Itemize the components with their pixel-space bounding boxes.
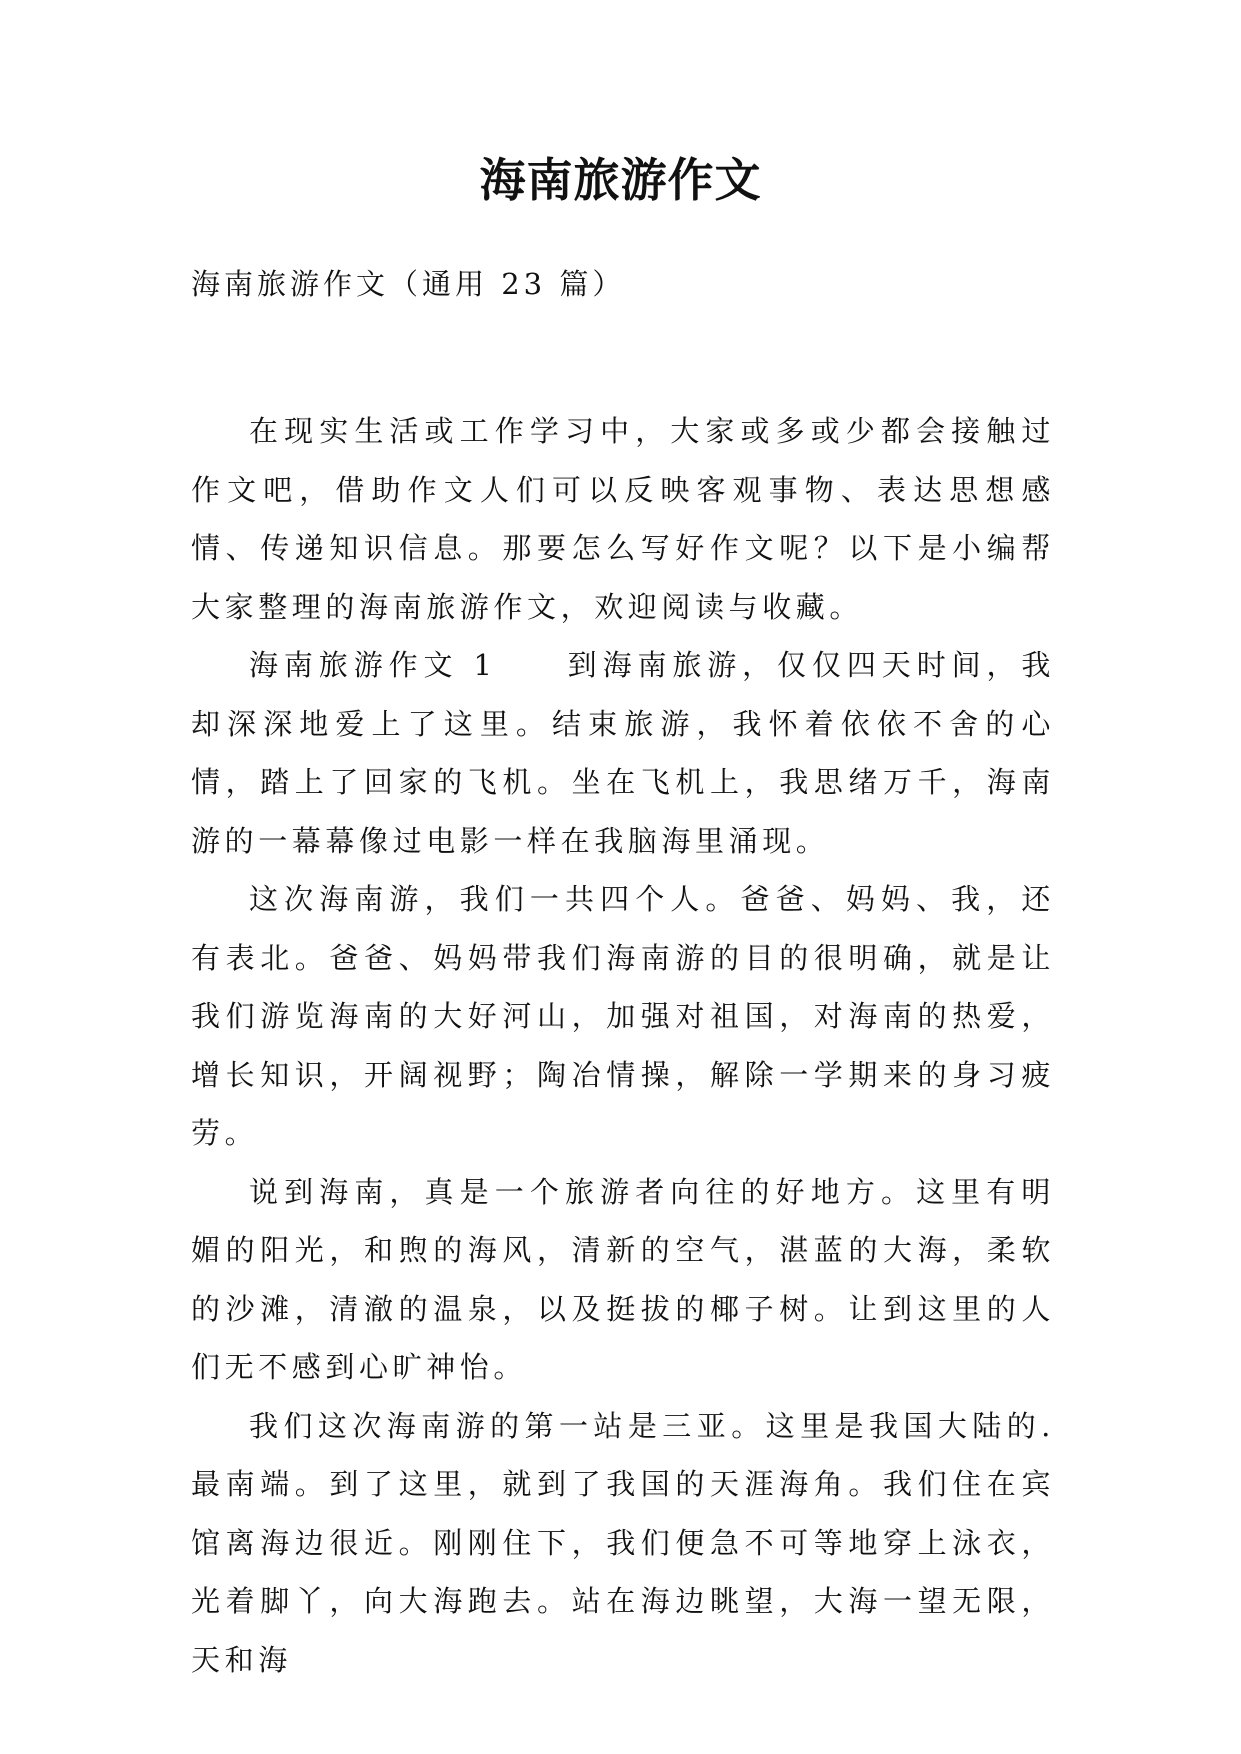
paragraph: 说到海南，真是一个旅游者向往的好地方。这里有明媚的阳光，和煦的海风，清新的空气，湛蓝的大海，柔软的沙滩，清澈的温泉，以及挺拔的椰子树。让到这里的人们无不感到心旷神怡。: [191, 1174, 1055, 1384]
document-title: 海南旅游作文: [479, 153, 762, 207]
paragraph: 在现实生活或工作学习中，大家或多或少都会接触过作文吧，借助作文人们可以反映客观事物、表达思想感情、传递知识信息。那要怎么写好作文呢？以下是小编帮大家整理的海南旅游作文，欢迎阅读与收藏。: [191, 414, 1055, 624]
paragraph: 我们这次海南游的第一站是三亚。这里是我国大陆的.最南端。到了这里，就到了我国的天涯海角。我们住在宾馆离海边很近。刚刚住下，我们便急不可等地穿上泳衣，光着脚丫，向大海跑去。站在海边眺望，大海一望无限，天和海: [191, 1408, 1055, 1677]
paragraph: 海南旅游作文 1 到海南旅游，仅仅四天时间，我却深深地爱上了这里。结束旅游，我怀着依依不舍的心情，踏上了回家的飞机。坐在飞机上，我思绪万千，海南游的一幕幕像过电影一样在我脑海里涌现。: [191, 648, 1055, 858]
paragraph: 这次海南游，我们一共四个人。爸爸、妈妈、我，还有表北。爸爸、妈妈带我们海南游的目的很明确，就是让我们游览海南的大好河山，加强对祖国，对海南的热爱，增长知识，开阔视野；陶冶情操，解除一学期来的身习疲劳。: [191, 882, 1055, 1150]
document-body: [191, 402, 1055, 1689]
document-subtitle: 海南旅游作文（通用 23 篇）: [191, 267, 626, 301]
